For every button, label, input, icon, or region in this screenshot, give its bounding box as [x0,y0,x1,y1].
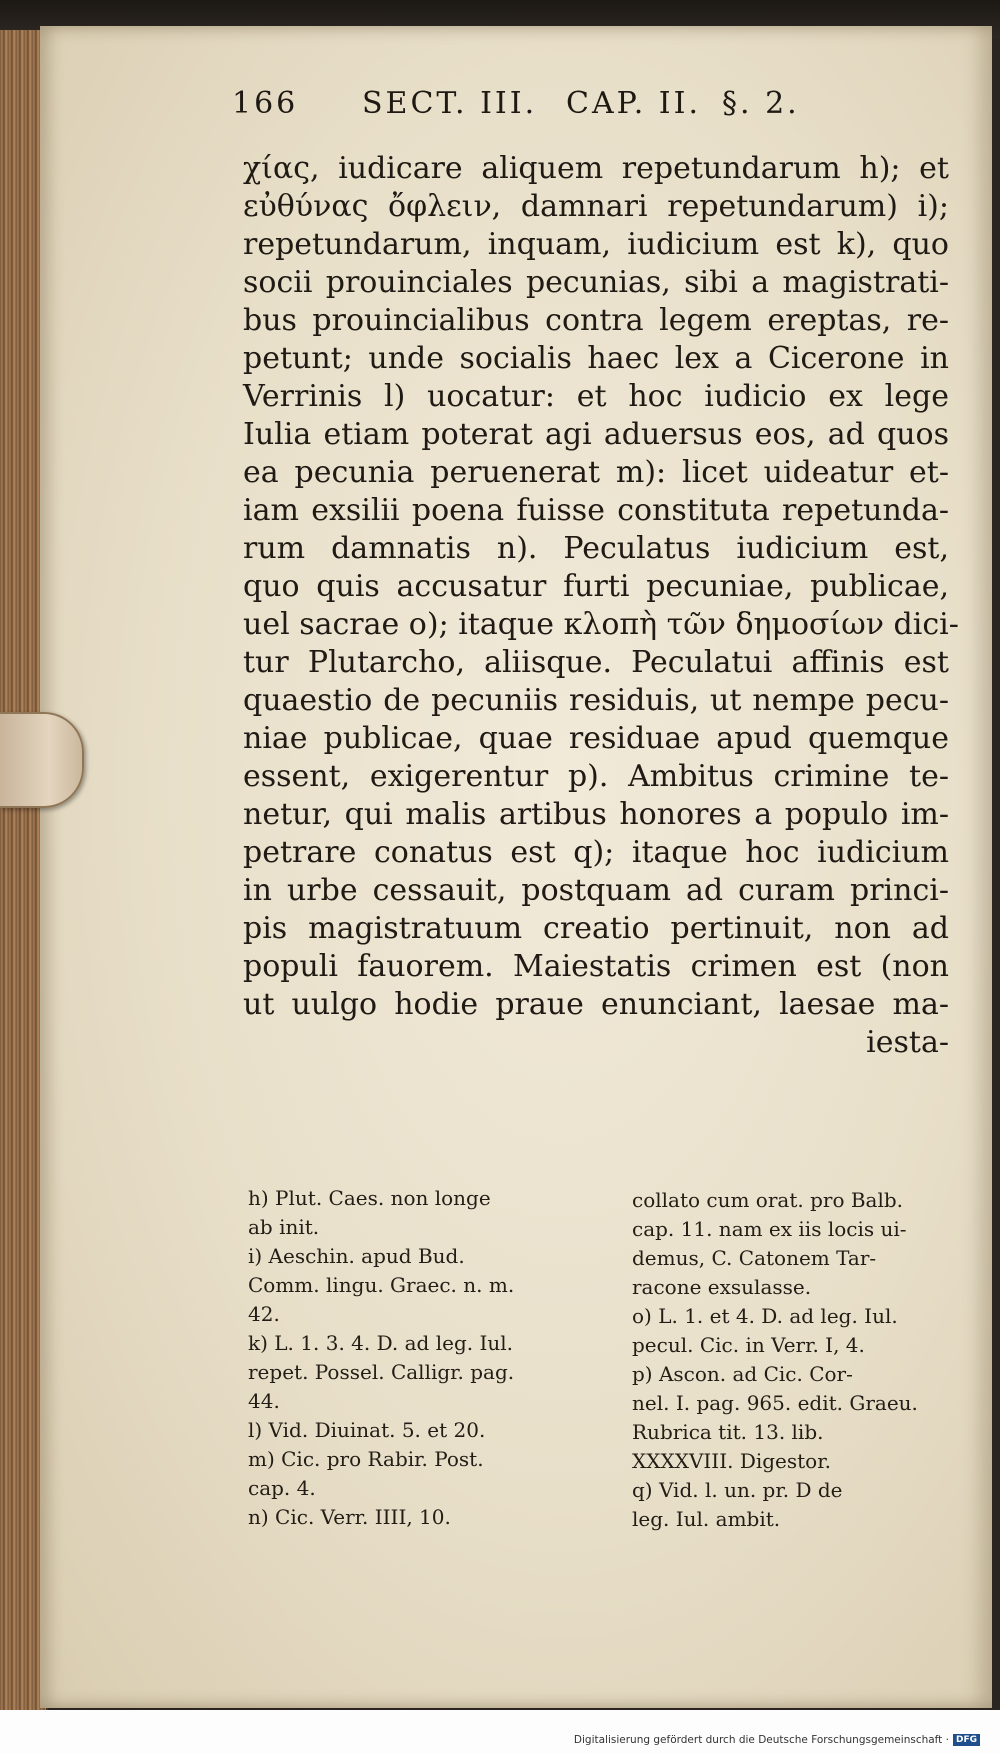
footnotes-left-column [248,1184,604,1532]
footnote-line: 44. [248,1389,280,1413]
text-line: bus prouincialibus contra legem ereptas, re- [243,303,949,338]
main-text [243,150,959,1062]
footnote-line: k) L. 1. 3. 4. D. ad leg. Iul. [248,1331,513,1355]
text-line: iam exsilii poena fuisse constituta repetunda- [243,493,949,528]
running-header [0,86,1000,126]
text-line: uel sacrae o); itaque κλοπὴ τῶν δημοσίων dici- [243,607,959,642]
footnote-line: o) L. 1. et 4. D. ad leg. Iul. [632,1304,898,1328]
text-line: χίας, iudicare aliquem repetundarum h); et [243,151,949,186]
text-line: rum damnatis n). Peculatus iudicium est, [243,531,949,566]
text-line: netur, qui malis artibus honores a populo im- [243,797,949,832]
text-line: ut uulgo hodie praue enunciant, laesae ma- [243,987,949,1022]
footnote-line: 42. [248,1302,280,1326]
page-number: 166 [232,86,299,121]
footnote-line: Rubrica tit. 13. lib. [632,1420,824,1444]
catchword: iesta- [866,1025,949,1060]
text-line: quo quis accusatur furti pecuniae, publicae, [243,569,949,604]
book-clasp [0,712,84,808]
footnote-line: pecul. Cic. in Verr. I, 4. [632,1333,865,1357]
footnote-line: nel. I. pag. 965. edit. Graeu. [632,1391,918,1415]
chapter-label: CAP. II. [566,86,702,121]
footnote-line: h) Plut. Caes. non longe [248,1186,491,1210]
footnote-line: racone exsulasse. [632,1275,812,1299]
digitization-credit [574,1734,980,1746]
footnote-line: m) Cic. pro Rabir. Post. [248,1447,484,1471]
footnote-line: cap. 11. nam ex iis locis ui- [632,1217,907,1241]
footnote-line: cap. 4. [248,1476,316,1500]
text-line: pis magistratuum creatio pertinuit, non ad [243,911,949,946]
footnote-line: Comm. lingu. Graec. n. m. [248,1273,515,1297]
text-line: quaestio de pecuniis residuis, ut nempe pecu- [243,683,949,718]
footnote-line: repet. Possel. Calligr. pag. [248,1360,515,1384]
text-line: repetundarum, inquam, iudicium est k), quo [243,227,949,262]
text-line: tur Plutarcho, aliisque. Peculatui affinis est [243,645,949,680]
text-line: in urbe cessauit, postquam ad curam princi- [243,873,949,908]
scan-footer-band [0,1710,1000,1754]
footnote-line: p) Ascon. ad Cic. Cor- [632,1362,853,1386]
text-line: petunt; unde socialis haec lex a Cicerone in [243,341,949,376]
text-line: socii prouinciales pecunias, sibi a magistrati- [243,265,949,300]
text-line: niae publicae, quae residuae apud quemque [243,721,949,756]
text-line: petrare conatus est q); itaque hoc iudicium [243,835,949,870]
text-line: εὐθύνας ὄφλειν, damnari repetundarum) i); [243,189,949,224]
footnote-line: l) Vid. Diuinat. 5. et 20. [248,1418,486,1442]
footnote-line: n) Cic. Verr. IIII, 10. [248,1505,451,1529]
footnote-line: leg. Iul. ambit. [632,1507,781,1531]
text-line: populi fauorem. Maiestatis crimen est (non [243,949,949,984]
footnote-line: XXXXVIII. Digestor. [632,1449,831,1473]
footnote-line: collato cum orat. pro Balb. [632,1188,904,1212]
credit-text: Digitalisierung gefördert durch die Deutsche Forschungsgemeinschaft · [573,1734,949,1746]
footnote-line: i) Aeschin. apud Bud. [248,1244,465,1268]
footnote-line: q) Vid. l. un. pr. D de [632,1478,843,1502]
text-line: Iulia etiam poterat agi aduersus eos, ad quos [243,417,949,452]
text-line: Verrinis l) uocatur: et hoc iudicio ex lege [243,379,949,414]
text-line: essent, exigerentur p). Ambitus crimine te- [243,759,949,794]
section-label: SECT. III. [362,86,538,121]
footnotes-right-column [632,1186,954,1534]
paragraph-label: §. 2. [722,86,800,121]
dfg-logo: DFG [953,1734,980,1746]
footnote-line: demus, C. Catonem Tar- [632,1246,877,1270]
text-line: ea pecunia peruenerat m): licet uideatur et- [243,455,949,490]
footnote-line: ab init. [248,1215,320,1239]
